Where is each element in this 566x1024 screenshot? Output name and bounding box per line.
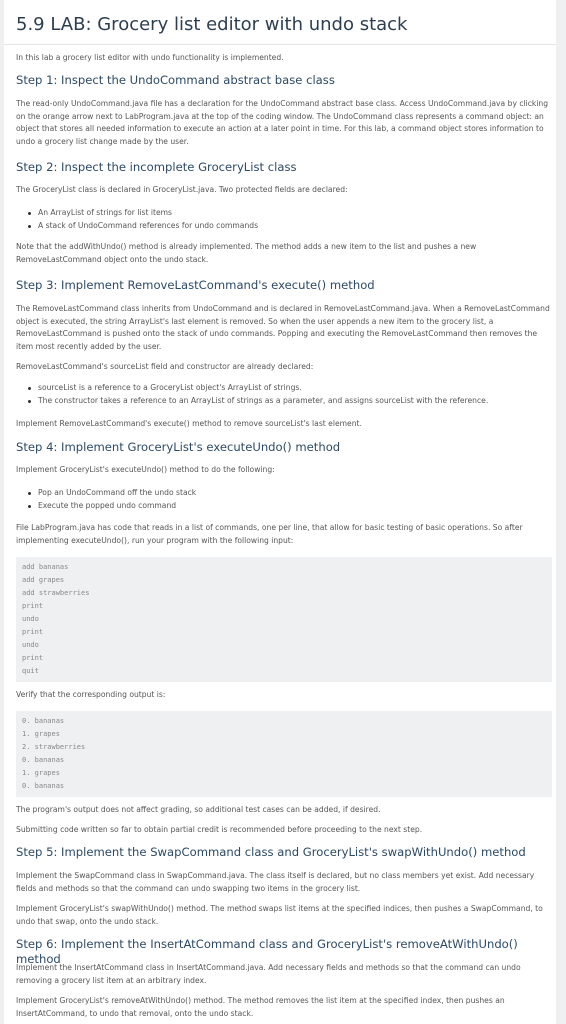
sample-input-code-block: [16, 557, 552, 682]
list-item: Execute the popped undo command: [16, 500, 546, 513]
code-line: 0. bananas: [22, 782, 65, 790]
step2-heading: Step 2: Inspect the incomplete GroceryList class: [16, 160, 297, 174]
step1-heading: Step 1: Inspect the UndoCommand abstract base class: [16, 73, 335, 87]
code-line: 2. strawberries: [22, 743, 86, 751]
list-item: The constructor takes a reference to an ArrayList of strings as a parameter, and assigns sourceList with the reference.: [16, 395, 546, 408]
step3-heading: Step 3: Implement RemoveLastCommand's execute() method: [16, 278, 375, 292]
step2-bullet-list: [16, 207, 546, 232]
code-line: 1. grapes: [22, 769, 60, 777]
code-line: undo: [22, 641, 39, 649]
code-line: quit: [22, 667, 39, 675]
step6-paragraph-2: Implement GroceryList's removeAtWithUndo() method. The method removes the list item at the specified index, then pushes an InsertAtCommand, to undo that removal, onto the undo stack.: [16, 996, 505, 1018]
code-line: 1. grapes: [22, 730, 60, 738]
code-line: 0. bananas: [22, 756, 65, 764]
right-gutter: [557, 0, 566, 1024]
code-line: add bananas: [22, 563, 69, 571]
step5-paragraph-1: Implement the SwapCommand class in SwapCommand.java. The class itself is declared, but no class members yet exist. Add necessary fields and methods so that the command can undo swapping two items in the grocery list.: [16, 871, 535, 893]
lab-page: [4, 0, 556, 1024]
step1-paragraph: The read-only UndoCommand.java file has a declaration for the UndoCommand abstract base class. Access UndoCommand.java by clicking on the orange arrow next to LabProgram.java at the top of the coding window. The UndoCommand class represents a command object: an object that stores all needed information to execute an action at a later point in time. For this lab, a command object stores information to undo a grocery list change made by the user.: [16, 99, 549, 146]
step3-fields-text: RemoveLastCommand's sourceList field and constructor are already declared:: [16, 362, 314, 371]
code-line: undo: [22, 615, 39, 623]
expected-output-code-block: [16, 711, 552, 797]
list-item: Pop an UndoCommand off the undo stack: [16, 487, 546, 500]
step2-note: Note that the addWithUndo() method is already implemented. The method adds a new item to the list and pushes a new RemoveLastCommand object onto the undo stack.: [16, 242, 477, 264]
step3-instruction: Implement RemoveLastCommand's execute() method to remove sourceList's last element.: [16, 419, 362, 428]
intro-text: In this lab a grocery list editor with undo functionality is implemented.: [16, 53, 284, 62]
step2-paragraph: The GroceryList class is declared in GroceryList.java. Two protected fields are declared:: [16, 185, 348, 194]
code-line: add grapes: [22, 576, 65, 584]
step6-paragraph-1: Implement the InsertAtCommand class in InsertAtCommand.java. Add necessary fields and methods so that the command can undo removing a grocery list item at an arbitrary index.: [16, 963, 521, 985]
title-divider: [4, 44, 556, 45]
code-line: print: [22, 628, 44, 636]
page-title: 5.9 LAB: Grocery list editor with undo stack: [16, 14, 408, 35]
code-line: print: [22, 654, 44, 662]
list-item: An ArrayList of strings for list items: [16, 207, 546, 220]
step3-paragraph: The RemoveLastCommand class inherits from UndoCommand and is declared in RemoveLastCommand.java. When a RemoveLastCommand object is executed, the string ArrayList's last element is removed. So when the user appends a new item to the grocery list, a RemoveLastCommand is pushed onto the stack of undo commands. Popping and executing the RemoveLastCommand then removes the item most recently added by the user.: [16, 304, 550, 351]
code-line: add strawberries: [22, 589, 90, 597]
step4-heading: Step 4: Implement GroceryList's executeUndo() method: [16, 440, 341, 454]
step5-paragraph-2: Implement GroceryList's swapWithUndo() method. The method swaps list items at the specified indices, then pushes a SwapCommand, to undo that swap, onto the undo stack.: [16, 904, 543, 926]
step5-heading: Step 5: Implement the SwapCommand class and GroceryList's swapWithUndo() method: [16, 845, 526, 859]
step6-heading: Step 6: Implement the InsertAtCommand class and GroceryList's removeAtWithUndo() method: [16, 937, 518, 966]
step4-grading-note: The program's output does not affect grading, so additional test cases can be added, if desired.: [16, 805, 381, 814]
step4-verify-text: Verify that the corresponding output is:: [16, 690, 166, 699]
step4-submit-note: Submitting code written so far to obtain partial credit is recommended before proceeding to the next step.: [16, 825, 423, 834]
list-item: sourceList is a reference to a GroceryList object's ArrayList of strings.: [16, 382, 546, 395]
step4-paragraph: Implement GroceryList's executeUndo() method to do the following:: [16, 465, 275, 474]
step3-bullet-list: [16, 382, 546, 407]
code-line: print: [22, 602, 44, 610]
list-item: A stack of UndoCommand references for undo commands: [16, 220, 546, 233]
code-line: 0. bananas: [22, 717, 65, 725]
step4-run-text: File LabProgram.java has code that reads in a list of commands, one per line, that allow for basic testing of basic operations. So after implementing executeUndo(), run your program with the following input:: [16, 523, 523, 545]
step4-bullet-list: [16, 487, 546, 512]
